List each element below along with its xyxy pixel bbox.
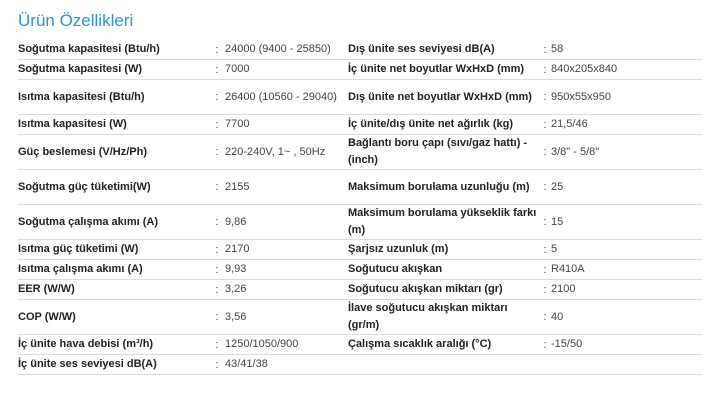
page-title: Ürün Özellikleri <box>18 11 134 30</box>
separator: : <box>539 240 551 260</box>
table-row <box>18 170 702 205</box>
separator: : <box>211 355 223 375</box>
spec-value: 3,56 <box>223 300 343 335</box>
table-row <box>18 335 702 355</box>
spec-value <box>551 355 702 375</box>
separator: : <box>211 280 223 300</box>
spec-value: 58 <box>551 40 702 60</box>
spec-label: Dış ünite ses seviyesi dB(A) <box>343 40 539 60</box>
spec-value: 2155 <box>223 170 343 205</box>
separator: : <box>539 280 551 300</box>
spec-label: Soğutucu akışkan <box>343 260 539 280</box>
spec-value: 950x55x950 <box>551 80 702 115</box>
spec-value: 3/8" - 5/8" <box>551 135 702 170</box>
spec-value: 9,86 <box>223 205 343 240</box>
separator: : <box>211 260 223 280</box>
table-row <box>18 115 702 135</box>
separator: : <box>211 115 223 135</box>
spec-label: Güç beslemesi (V/Hz/Ph) <box>18 135 211 170</box>
spec-label: Isıtma çalışma akımı (A) <box>18 260 211 280</box>
spec-label: Soğutma kapasitesi (Btu/h) <box>18 40 211 60</box>
spec-value: 43/41/38 <box>223 355 343 375</box>
table-row <box>18 80 702 115</box>
spec-label: Bağlantı boru çapı (sıvı/gaz hattı) -(inch) <box>343 135 539 170</box>
separator: : <box>211 205 223 240</box>
separator: : <box>211 300 223 335</box>
spec-value: 2100 <box>551 280 702 300</box>
table-row <box>18 60 702 80</box>
separator: : <box>539 115 551 135</box>
separator: : <box>539 335 551 355</box>
spec-value: 2170 <box>223 240 343 260</box>
spec-label: Çalışma sıcaklık aralığı (°C) <box>343 335 539 355</box>
spec-label: Şarjsız uzunluk (m) <box>343 240 539 260</box>
spec-label: Soğutucu akışkan miktarı (gr) <box>343 280 539 300</box>
spec-value: 15 <box>551 205 702 240</box>
separator: : <box>539 40 551 60</box>
spec-label: İlave soğutucu akışkan miktarı (gr/m) <box>343 300 539 335</box>
spec-label: Dış ünite net boyutlar WxHxD (mm) <box>343 80 539 115</box>
table-row <box>18 135 702 170</box>
separator: : <box>539 300 551 335</box>
spec-label <box>343 355 539 375</box>
separator: : <box>211 335 223 355</box>
table-row <box>18 40 702 60</box>
spec-label: Isıtma kapasitesi (Btu/h) <box>18 80 211 115</box>
table-row <box>18 240 702 260</box>
spec-value: 40 <box>551 300 702 335</box>
separator: : <box>539 80 551 115</box>
separator: : <box>211 240 223 260</box>
spec-label: Maksimum borulama yükseklik farkı (m) <box>343 205 539 240</box>
separator: : <box>539 260 551 280</box>
spec-label: İç ünite hava debisi (m³/h) <box>18 335 211 355</box>
spec-value: R410A <box>551 260 702 280</box>
spec-value: 840x205x840 <box>551 60 702 80</box>
separator: : <box>211 135 223 170</box>
spec-value: 1250/1050/900 <box>223 335 343 355</box>
spec-label: EER (W/W) <box>18 280 211 300</box>
separator: : <box>539 170 551 205</box>
separator <box>539 355 551 375</box>
product-specs-table <box>18 40 702 375</box>
separator: : <box>211 80 223 115</box>
spec-label: Isıtma güç tüketimi (W) <box>18 240 211 260</box>
spec-label: Soğutma çalışma akımı (A) <box>18 205 211 240</box>
spec-value: 7700 <box>223 115 343 135</box>
spec-label: İç ünite net boyutlar WxHxD (mm) <box>343 60 539 80</box>
spec-label: Maksimum borulama uzunluğu (m) <box>343 170 539 205</box>
table-row <box>18 280 702 300</box>
spec-value: 21,5/46 <box>551 115 702 135</box>
separator: : <box>211 170 223 205</box>
spec-value: 5 <box>551 240 702 260</box>
spec-label: İç ünite ses seviyesi dB(A) <box>18 355 211 375</box>
separator: : <box>539 60 551 80</box>
spec-value: 3,26 <box>223 280 343 300</box>
spec-label: İç ünite/dış ünite net ağırlık (kg) <box>343 115 539 135</box>
spec-value: 26400 (10560 - 29040) <box>223 80 343 115</box>
separator: : <box>211 40 223 60</box>
spec-label: Soğutma güç tüketimi(W) <box>18 170 211 205</box>
separator: : <box>211 60 223 80</box>
separator: : <box>539 135 551 170</box>
spec-value: 24000 (9400 - 25850) <box>223 40 343 60</box>
spec-value: -15/50 <box>551 335 702 355</box>
table-row <box>18 205 702 240</box>
spec-label: Isıtma kapasitesi (W) <box>18 115 211 135</box>
spec-value: 9,93 <box>223 260 343 280</box>
table-row <box>18 300 702 335</box>
separator: : <box>539 205 551 240</box>
table-row <box>18 355 702 375</box>
spec-value: 7000 <box>223 60 343 80</box>
spec-label: Soğutma kapasitesi (W) <box>18 60 211 80</box>
spec-label: COP (W/W) <box>18 300 211 335</box>
spec-value: 220-240V, 1~ , 50Hz <box>223 135 343 170</box>
spec-value: 25 <box>551 170 702 205</box>
table-row <box>18 260 702 280</box>
